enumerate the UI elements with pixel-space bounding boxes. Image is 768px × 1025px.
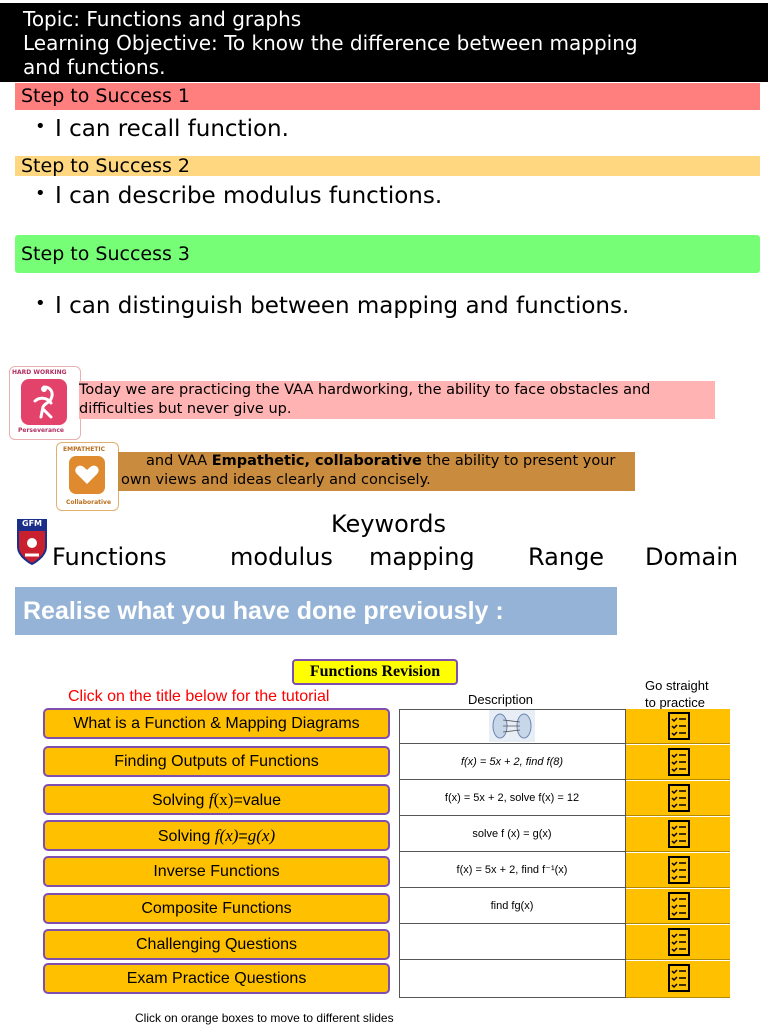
topic-button-exam-practice[interactable] [43,963,390,994]
desc-cell-mapping [399,709,625,744]
hardworking-badge-top: HARD WORKING [12,369,67,376]
objective-line-2: and functions. [23,55,166,79]
desc-cell-solving-value: f(x) = 5x + 2, solve f(x) = 12 [399,781,625,816]
footer-hint: Click on orange boxes to move to different slides [135,1011,394,1025]
keywords-title: Keywords [331,510,447,538]
checklist-icon [668,856,690,884]
perseverance-icon [21,379,67,425]
keyword-modulus: modulus [230,543,333,571]
empathetic-text-bold: Empathetic, collaborative [211,453,422,469]
desc-cell-inverse: f(x) = 5x + 2, find f⁻¹(x) [399,853,625,888]
go-practice-header-line-1: Go straight [645,678,709,693]
school-logo-label: GFM [17,519,47,529]
desc-cell-composite: find fg(x) [399,889,625,924]
fx-arg: (x) [213,790,234,809]
hardworking-text-box [79,381,715,419]
topic-button-composite[interactable] [43,893,390,924]
checklist-icon [668,784,690,812]
empathetic-badge [56,442,119,511]
topic-button-label: Challenging Questions [136,936,297,953]
practice-link-7[interactable] [626,925,730,960]
practice-link-6[interactable] [626,889,730,924]
realise-banner-text: Realise what you have done previously : [23,597,504,625]
school-shield-icon [17,529,47,565]
keyword-functions: Functions [52,543,167,571]
keyword-range: Range [528,543,605,571]
hardworking-badge-bottom: Perseverance [18,427,64,434]
step-3-bullet: • I can distinguish between mapping and functions. [35,293,630,319]
topic-button-label: Finding Outputs of Functions [114,753,319,770]
checklist-icon [668,748,690,776]
step-3-text: I can distinguish between mapping and functions. [55,293,630,319]
checklist-icon [668,892,690,920]
topic-button-finding-outputs[interactable] [43,746,390,777]
hardworking-text-line-2: difficulties but never give up. [79,401,292,417]
step-1-text: I can recall function. [55,116,289,142]
practice-link-1[interactable] [626,709,730,744]
empathetic-text-box [118,452,635,491]
topic-button-label: Inverse Functions [153,863,280,880]
revision-title [292,659,458,685]
empathetic-text-prefix: and VAA [146,453,212,469]
revision-title-text: Functions Revision [309,663,441,680]
practice-link-2[interactable] [626,745,730,780]
checklist-icon [668,964,690,992]
step-3-label: Step to Success 3 [21,243,191,265]
topic-button-label: Solving [157,828,215,845]
step-2-text: I can describe modulus functions. [55,183,443,209]
practice-link-8[interactable] [626,961,730,998]
solving-value-suffix: =value [233,792,282,809]
topic-button-challenging[interactable] [43,929,390,960]
equals-sign: = [238,828,248,845]
fx-arg: (x) [219,826,239,845]
hardworking-text-line-1: Today we are practicing the VAA hardworking, the ability to face obstacles and [79,382,651,398]
topic-button-label: What is a Function & Mapping Diagrams [73,715,360,732]
empathetic-badge-bottom: Collaborative [66,499,112,506]
lesson-header [0,3,768,82]
mapping-diagram-thumbnail [489,710,535,742]
topic-button-inverse[interactable] [43,856,390,887]
topic-button-solving-fg[interactable] [43,820,390,851]
keyword-domain: Domain [645,543,739,571]
go-practice-header [645,677,725,709]
practice-link-4[interactable] [626,817,730,852]
tutorial-hint: Click on the title below for the tutorial [68,688,330,705]
step-3-bar [15,235,760,273]
topic-line: Topic: Functions and graphs [23,7,302,31]
topic-button-function-mapping[interactable] [43,708,390,739]
hardworking-badge [9,366,81,440]
description-header: Description [468,692,534,707]
empathetic-text-line-2: own views and ideas clearly and concisely. [121,472,431,488]
gx-symbol: g [247,826,257,845]
desc-cell-challenging [399,925,625,960]
empathetic-text-line-1 [118,452,635,471]
practice-link-3[interactable] [626,781,730,816]
step-1-bullet: • I can recall function. [35,116,289,142]
checklist-icon [668,820,690,848]
fx-symbol: f [214,826,220,845]
practice-link-5[interactable] [626,853,730,888]
heart-chat-icon [69,456,105,494]
realise-banner [15,587,617,635]
go-practice-header-line-2: to practice [645,695,705,709]
school-logo [17,519,47,565]
gx-arg: (x) [256,826,276,845]
topic-button-label: Exam Practice Questions [126,970,307,987]
empathetic-text-suffix: the ability to present your [421,453,616,469]
step-2-bar [15,156,760,176]
fx-symbol: f [208,790,214,809]
checklist-icon [668,928,690,956]
topic-button-solving-value[interactable] [43,784,390,815]
objective-line-1: Learning Objective: To know the difference between mapping [23,31,638,55]
topic-button-label: Composite Functions [141,900,292,917]
topic-button-label: Solving [151,792,209,809]
empathetic-badge-top: EMPATHETIC [63,446,106,453]
checklist-icon [668,712,690,740]
desc-cell-solving-fg: solve f (x) = g(x) [399,817,625,852]
step-2-bullet: • I can describe modulus functions. [35,183,443,209]
step-2-label: Step to Success 2 [21,155,191,177]
step-1-label: Step to Success 1 [21,85,191,107]
keyword-mapping: mapping [369,543,475,571]
step-1-bar [15,83,760,110]
desc-cell-outputs: f(x) = 5x + 2, find f(8) [399,745,625,780]
